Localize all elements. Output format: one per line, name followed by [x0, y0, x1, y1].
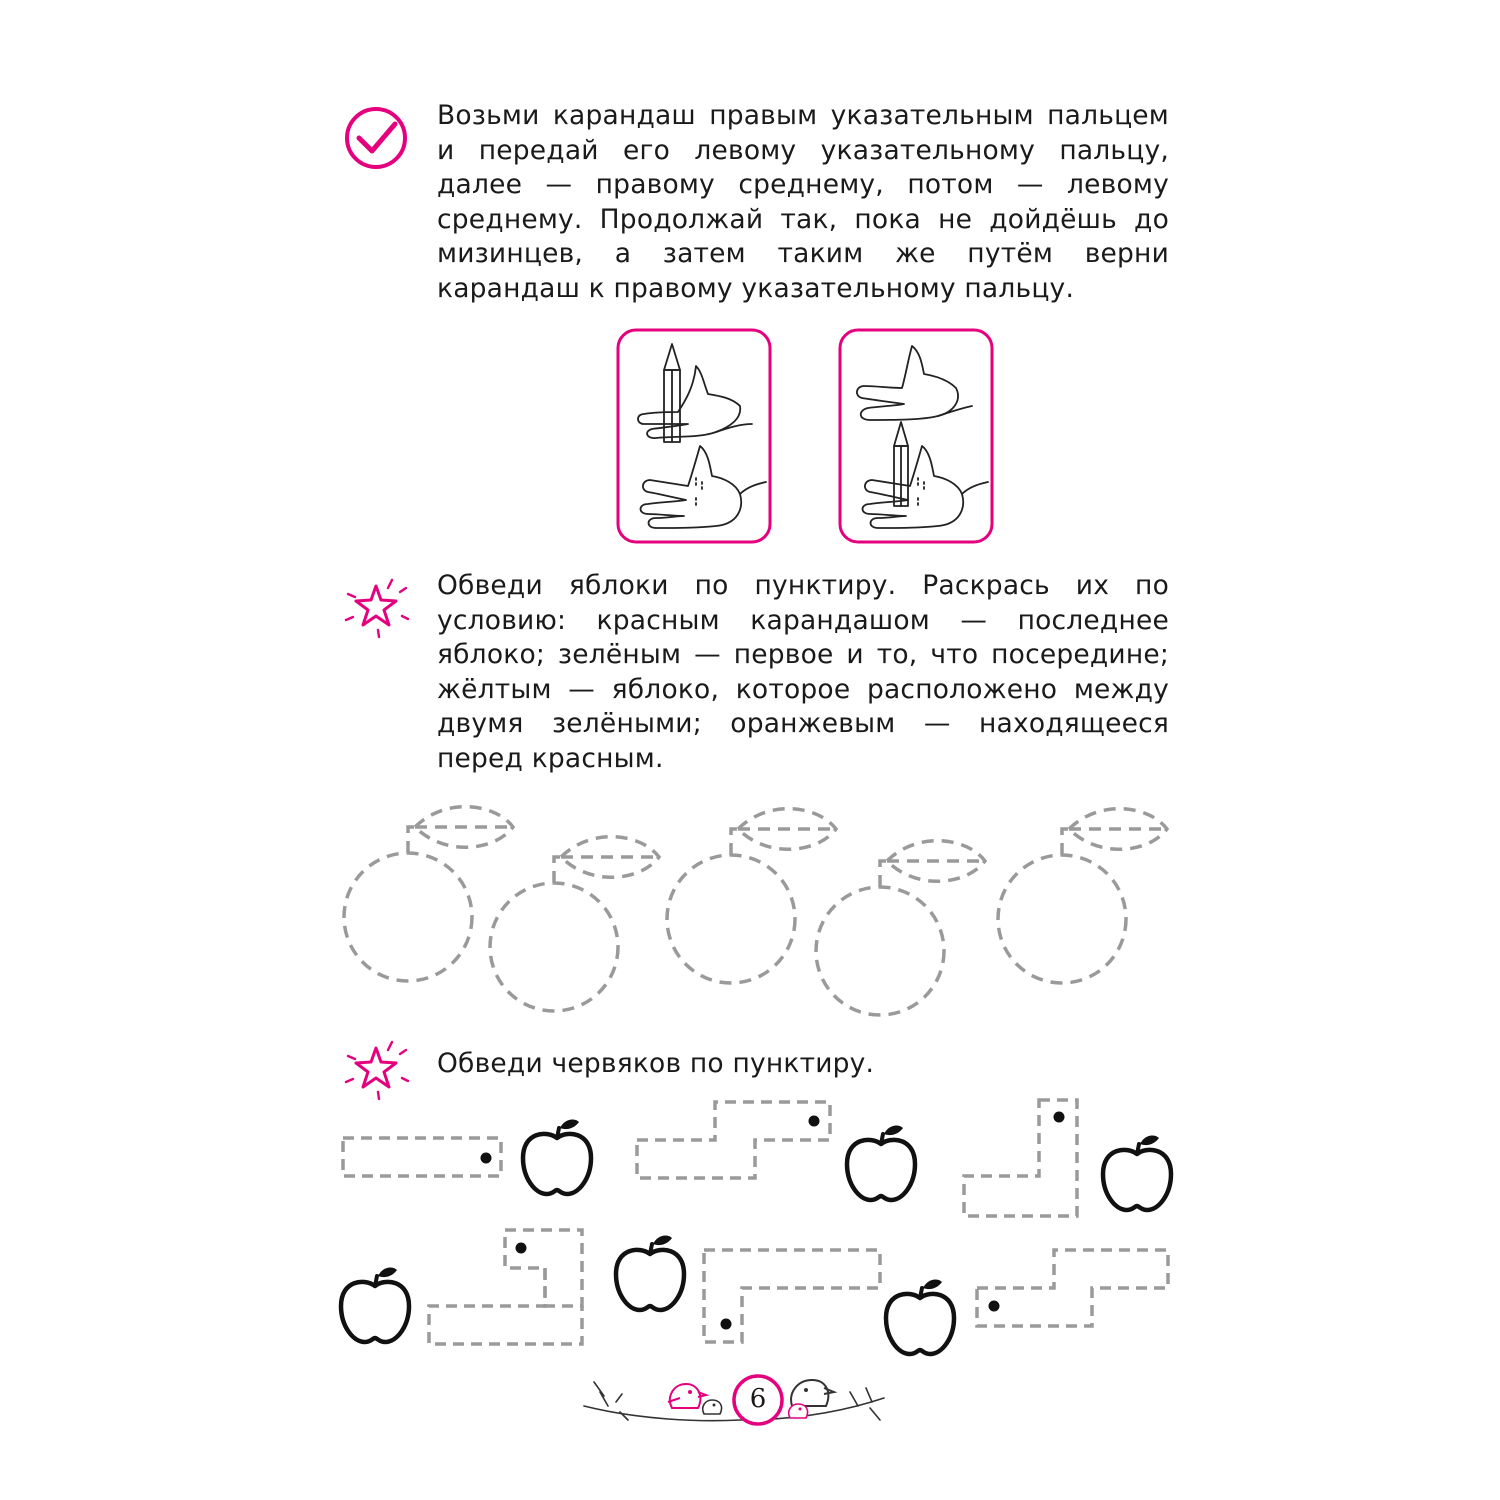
dashed-apple-3: [667, 809, 836, 983]
apple-icon: [523, 1120, 591, 1194]
worm-3: [964, 1100, 1077, 1216]
task-2-text: Обведи яблоки по пунктиру. Раскрась их по условию: красным карандашом — последнее яблоко; зелёным — первое и то, что посередине; жёлтым — яблоко, которое расположено между двумя зелёными; оранжевым — находящееся перед красным.: [437, 570, 1169, 774]
apple-icon: [341, 1268, 409, 1342]
checkmark-icon: [343, 105, 409, 171]
apple-icon: [1103, 1136, 1171, 1210]
apple-icon: [886, 1280, 954, 1354]
apple-icon: [847, 1126, 915, 1200]
page-number: 6: [749, 1384, 767, 1414]
worm-2: [637, 1102, 830, 1178]
worm-6: [977, 1250, 1168, 1326]
bird-icon: [703, 1400, 722, 1414]
apple-icon: [616, 1236, 684, 1310]
dashed-apples-row: [335, 795, 1185, 1025]
star-icon: [342, 572, 410, 640]
illustration-hands-1: [616, 328, 772, 544]
dashed-apple-2: [490, 837, 659, 1011]
worm-1: [343, 1138, 501, 1176]
dashed-apple-1: [344, 807, 513, 981]
worm-5: [704, 1250, 880, 1342]
bird-icon: [668, 1384, 706, 1408]
worms-area: [330, 1090, 1190, 1360]
bird-icon: [791, 1380, 834, 1406]
task-3-text: Обведи червяков по пунктиру.: [437, 1048, 875, 1079]
dashed-apple-5: [998, 809, 1167, 983]
bird-icon: [789, 1404, 808, 1418]
task-1-text: Возьми карандаш правым указательным пальцем и передай его левому указательному пальцу, далее — правому среднему, потом — левому среднему. Продолжай так, пока не дойдёшь до мизинцев, а затем таким же путём верни карандаш к правому указательному пальцу.: [437, 100, 1169, 304]
illustration-hands-2: [838, 328, 994, 544]
worm-4: [429, 1230, 582, 1344]
dashed-apple-4: [816, 841, 985, 1015]
